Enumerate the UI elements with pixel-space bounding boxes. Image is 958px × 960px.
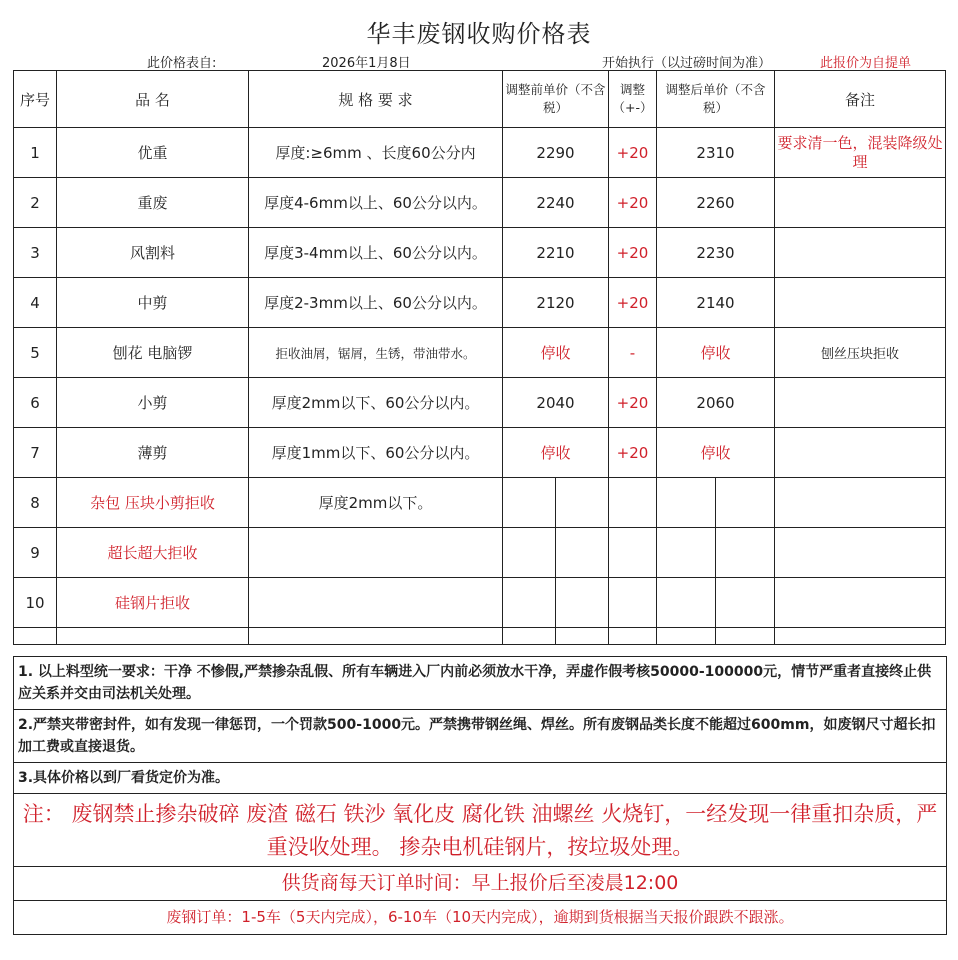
after-cell: 2260: [657, 178, 775, 228]
before-cell: 停收: [503, 328, 609, 378]
price-table: [13, 70, 946, 645]
name-cell: 风割料: [57, 228, 249, 278]
name-cell: 优重: [57, 128, 249, 178]
self-pickup-note: 此报价为自提单: [820, 56, 912, 71]
note-3: 3.具体价格以到厂看货定价为准。: [14, 762, 946, 793]
table-header-row: [14, 71, 946, 128]
name-cell: 超长超大拒收: [57, 528, 249, 578]
spec-cell: 厚度1mm以下、60公分以内。: [249, 428, 503, 478]
seq-cell: 7: [14, 428, 57, 478]
remark-cell: [775, 578, 946, 628]
before-cell: 2290: [503, 128, 609, 178]
table-row: [14, 228, 946, 278]
after-cell: 2310: [657, 128, 775, 178]
before-cell-split: [503, 578, 609, 628]
seq-cell: 9: [14, 528, 57, 578]
spec-cell: [249, 578, 503, 628]
adjust-cell: +20: [609, 278, 657, 328]
before-cell: 2240: [503, 178, 609, 228]
seq-cell: 6: [14, 378, 57, 428]
spec-cell: 厚度2mm以下。: [249, 478, 503, 528]
adjust-cell: +20: [609, 378, 657, 428]
spec-cell: 厚度4-6mm以上、60公分以内。: [249, 178, 503, 228]
spec-cell: 拒收油屑，锯屑，生锈，带油带水。: [249, 328, 503, 378]
after-cell: 2140: [657, 278, 775, 328]
order-note: 废钢订单：1-5车（5天内完成），6-10车（10天内完成），逾期到货根据当天报价跟跌不跟涨。: [14, 900, 946, 935]
note-2: 2.严禁夹带密封件，如有发现一律惩罚，一个罚款500-1000元。严禁携带钢丝绳、焊丝。所有废钢品类长度不能超过600mm，如废钢尺寸超长扣加工费或直接退货。: [14, 709, 946, 762]
before-cell: 2120: [503, 278, 609, 328]
seq-cell: 1: [14, 128, 57, 178]
name-cell: 硅钢片拒收: [57, 578, 249, 628]
after-cell-split: [657, 578, 775, 628]
after-cell: 2230: [657, 228, 775, 278]
adjust-cell: -: [609, 328, 657, 378]
note-1: 1. 以上料型统一要求：干净 不惨假,严禁掺杂乱假、所有车辆进入厂内前必须放水干净，弄虚作假考核50000-100000元，情节严重者直接终止供应关系并交由司法机关处理。: [14, 656, 946, 709]
after-cell: 停收: [657, 328, 775, 378]
after-cell-split: [657, 478, 775, 528]
after-cell: 2060: [657, 378, 775, 428]
remark-cell: [775, 428, 946, 478]
header-seq: 序号: [14, 71, 57, 128]
effective-from-label: 此价格表自:: [147, 56, 217, 71]
name-cell: 刨花 电脑锣: [57, 328, 249, 378]
remark-cell: [775, 178, 946, 228]
remark-cell: [775, 478, 946, 528]
remark-cell: [775, 528, 946, 578]
before-cell-split: [503, 528, 609, 578]
spec-cell: 厚度:≥6mm 、长度60公分内: [249, 128, 503, 178]
name-cell: 中剪: [57, 278, 249, 328]
header-spec: 规 格 要 求: [249, 71, 503, 128]
adjust-cell: +20: [609, 228, 657, 278]
name-cell: 小剪: [57, 378, 249, 428]
header-remark: 备注: [775, 71, 946, 128]
table-row: [14, 528, 946, 578]
after-cell: 停收: [657, 428, 775, 478]
seq-cell: 3: [14, 228, 57, 278]
header-after: 调整后单价（不含税）: [657, 71, 775, 128]
name-cell: 杂包 压块小剪拒收: [57, 478, 249, 528]
table-row: [14, 128, 946, 178]
remark-cell: 要求清一色，混装降级处理: [775, 128, 946, 178]
adjust-cell: [609, 478, 657, 528]
before-cell-split: [503, 478, 609, 528]
adjust-cell: +20: [609, 178, 657, 228]
seq-cell: 8: [14, 478, 57, 528]
header-before: 调整前单价（不含税）: [503, 71, 609, 128]
remark-cell: [775, 228, 946, 278]
adjust-cell: +20: [609, 128, 657, 178]
table-row: [14, 478, 946, 528]
spec-cell: 厚度3-4mm以上、60公分以内。: [249, 228, 503, 278]
spec-cell: [249, 528, 503, 578]
adjust-cell: +20: [609, 428, 657, 478]
page-title: 华丰废钢收购价格表: [366, 20, 592, 48]
table-row: [14, 178, 946, 228]
before-cell: 2210: [503, 228, 609, 278]
seq-cell: 5: [14, 328, 57, 378]
adjust-cell: [609, 578, 657, 628]
seq-cell: 4: [14, 278, 57, 328]
table-row: [14, 278, 946, 328]
header-adjust: 调整（+-）: [609, 71, 657, 128]
after-cell-split: [657, 528, 775, 578]
name-cell: 重废: [57, 178, 249, 228]
seq-cell: 2: [14, 178, 57, 228]
header-name: 品 名: [57, 71, 249, 128]
remark-cell: 刨丝压块拒收: [775, 328, 946, 378]
table-row: [14, 378, 946, 428]
table-row: [14, 578, 946, 628]
table-row: [14, 428, 946, 478]
remark-cell: [775, 378, 946, 428]
start-note: 开始执行（以过磅时间为准）: [602, 56, 772, 71]
spec-cell: 厚度2-3mm以上、60公分以内。: [249, 278, 503, 328]
table-spacer-row: [14, 628, 946, 645]
spec-cell: 厚度2mm以下、60公分以内。: [249, 378, 503, 428]
warning-note: 注： 废钢禁止掺杂破碎 废渣 磁石 铁沙 氧化皮 腐化铁 油螺丝 火烧钉，一经发现一律重扣杂质，严重没收处理。 掺杂电机硅钢片，按垃圾处理。: [14, 793, 946, 866]
notes-section: [13, 656, 947, 935]
name-cell: 薄剪: [57, 428, 249, 478]
table-row: [14, 328, 946, 378]
before-cell: 停收: [503, 428, 609, 478]
remark-cell: [775, 278, 946, 328]
supply-time-note: 供货商每天订单时间：早上报价后至凌晨12:00: [14, 866, 946, 900]
seq-cell: 10: [14, 578, 57, 628]
adjust-cell: [609, 528, 657, 578]
before-cell: 2040: [503, 378, 609, 428]
effective-date: 2026年1月8日: [322, 56, 411, 71]
